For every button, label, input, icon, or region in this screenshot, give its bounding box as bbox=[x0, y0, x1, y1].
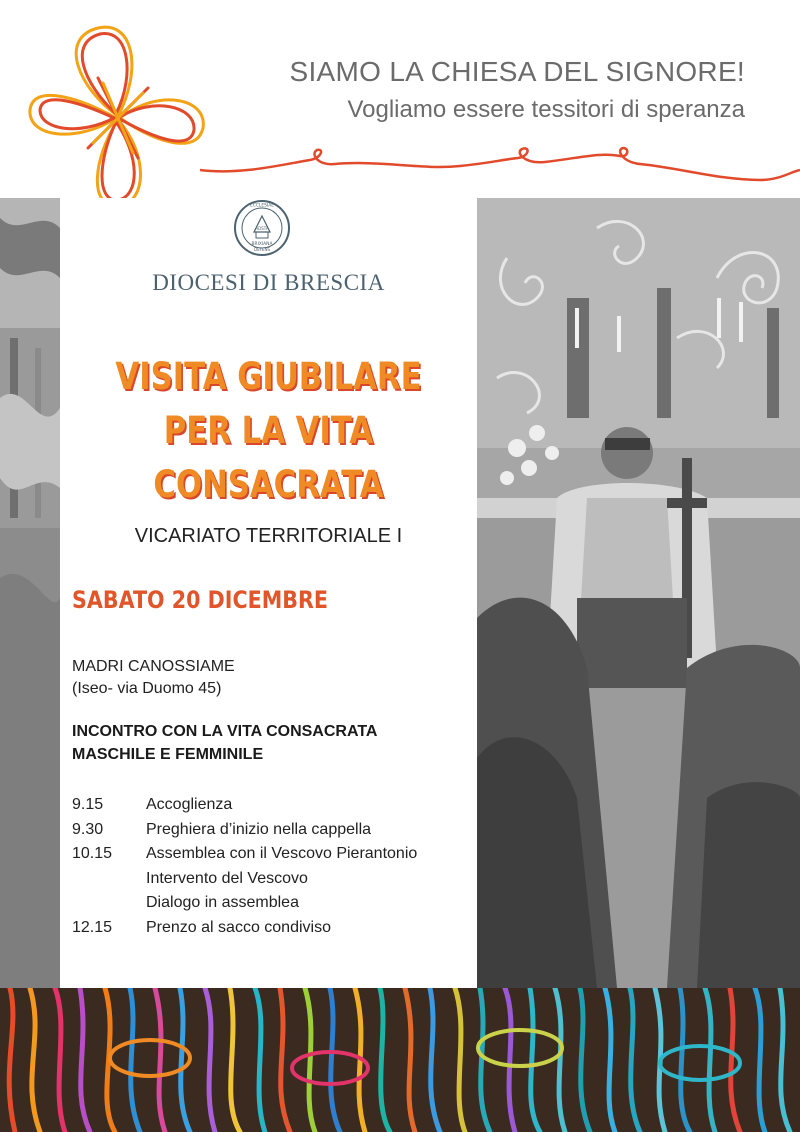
schedule-row bbox=[72, 916, 472, 941]
thread-line-decoration bbox=[200, 140, 800, 190]
schedule-time: 10.15 bbox=[72, 845, 113, 862]
event-title-line: CONSACRATA bbox=[153, 463, 384, 506]
schedule-row bbox=[72, 793, 472, 818]
schedule-row bbox=[72, 818, 472, 843]
event-title-line: VISITA GIUBILARE bbox=[115, 355, 422, 398]
schedule-activity: Assemblea con il Vescovo Pierantonio bbox=[146, 845, 418, 862]
venue bbox=[72, 656, 235, 700]
diocese-seal-icon bbox=[232, 198, 292, 258]
schedule-activity: Preghiera d’inizio nella cappella bbox=[146, 820, 372, 838]
schedule-time: 9.15 bbox=[72, 796, 104, 813]
header-title: SIAMO LA CHIESA DEL SIGNORE! bbox=[289, 56, 745, 87]
schedule-activity: Accoglienza bbox=[146, 796, 233, 813]
schedule bbox=[72, 793, 472, 940]
seal-text-2: BRIXIANA bbox=[251, 242, 273, 247]
seal-text-4: DEFENS bbox=[254, 247, 270, 252]
meeting-title-line: INCONTRO CON LA VITA CONSACRATA bbox=[72, 723, 378, 740]
vicariate-label: VICARIATO TERRITORIALE I bbox=[134, 525, 403, 547]
schedule-time: 9.30 bbox=[72, 820, 104, 838]
header-subtitle: Vogliamo essere tessitori di speranza bbox=[347, 96, 745, 123]
meeting-title-line: MASCHILE E FEMMINILE bbox=[72, 746, 264, 763]
event-title bbox=[60, 350, 477, 512]
event-card bbox=[60, 198, 477, 988]
seal-text-3: ADSTA bbox=[255, 226, 269, 231]
knot-cross-icon bbox=[18, 18, 218, 218]
church-photo-left bbox=[0, 198, 60, 988]
venue-name: MADRI CANOSSIAME bbox=[72, 658, 235, 675]
diocese-name: DIOCESI DI BRESCIA bbox=[152, 270, 385, 295]
meeting-title bbox=[72, 720, 377, 766]
seal-text-1: ECCLESIAE bbox=[250, 203, 274, 209]
schedule-activity: Prenzo al sacco condiviso bbox=[146, 918, 331, 936]
event-date: SABATO 20 DICEMBRE bbox=[72, 586, 328, 614]
schedule-activity: Intervento del Vescovo bbox=[146, 869, 308, 887]
schedule-row bbox=[72, 842, 472, 867]
venue-address: (Iseo- via Duomo 45) bbox=[72, 680, 222, 697]
schedule-row bbox=[72, 891, 472, 916]
header bbox=[0, 0, 800, 198]
colored-threads-photo bbox=[0, 988, 800, 1132]
schedule-row bbox=[72, 867, 472, 892]
schedule-time: 12.15 bbox=[72, 918, 113, 936]
church-photo bbox=[477, 198, 800, 988]
schedule-activity: Dialogo in assemblea bbox=[146, 894, 299, 911]
event-title-line: PER LA VITA bbox=[163, 409, 374, 452]
